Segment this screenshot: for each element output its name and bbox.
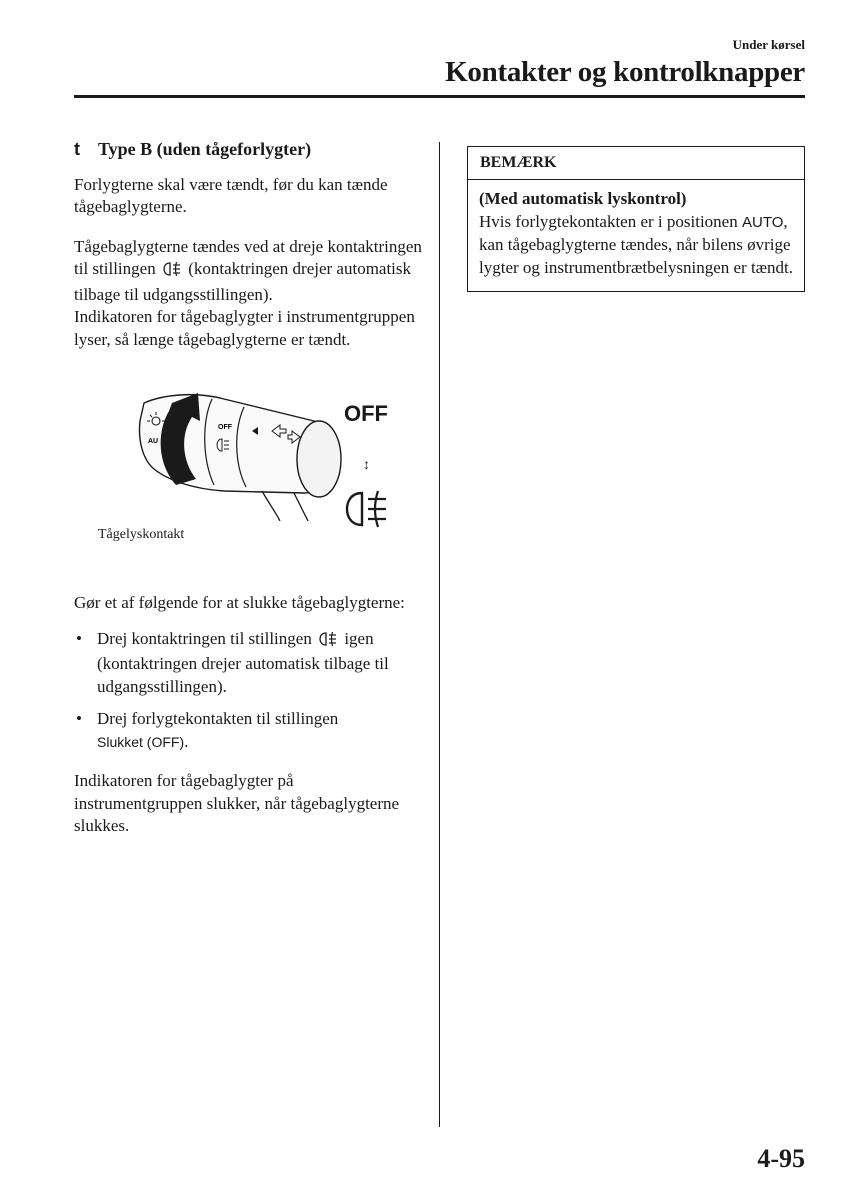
rear-fog-light-icon [162,261,182,284]
instruction-text-cont: (kontaktringen drejer automatisk tilbage til udgangsstillingen). [74,259,412,304]
closing-paragraph: Indikatoren for tågebaglygter på instrumentgruppen slukker, når tågebaglygterne slukkes. [74,771,400,835]
fog-switch-illustration [114,381,354,521]
list-item [74,628,424,699]
intro-paragraph: Forlygterne skal være tændt, før du kan tænde tågebaglygterne. [74,174,388,216]
bullet-text: Drej forlygtekontakten til stillingen [97,709,339,728]
note-heading: BEMÆRK [468,147,804,180]
auto-mark: AU [148,438,159,445]
rear-fog-light-icon-large [344,489,390,536]
left-column [74,138,424,855]
fog-switch-figure [74,381,424,551]
off-position-label: Slukket (OFF) [97,733,185,750]
section-heading [74,138,424,161]
off-mark: OFF [218,424,232,431]
indicator-paragraph: Indikatoren for tågebaglygter i instrumentgruppen lyser, så længe tågebaglygterne er tændt. [74,307,415,349]
off-instructions-paragraph: Gør et af følgende for at slukke tågebaglygterne: [74,593,405,612]
note-box [467,146,805,292]
off-label: OFF [344,401,388,426]
bullet-dot: • [76,709,82,728]
bullet-dot: • [76,628,82,648]
page-title: Kontakter og kontrolknapper [445,56,805,88]
header-rule [74,95,805,98]
bullet-text: Drej kontaktringen til stillingen [97,628,312,648]
column-divider [439,142,440,1127]
chapter-label: Under kørsel [732,37,805,52]
section-marker: t [74,139,80,159]
note-subheading: (Med automatisk lyskontrol) [479,189,687,208]
bullet-period: . [184,731,189,751]
note-text: Hvis forlygtekontakten er i positionen [479,211,738,231]
instruction-paragraph [74,236,424,307]
section-heading-text: Type B (uden tågeforlygter) [98,139,312,159]
auto-position-label: AUTO [741,213,784,231]
list-item [74,708,424,753]
up-down-arrow-icon: ↕ [363,456,370,472]
figure-caption: Tågelyskontakt [98,527,185,542]
bullet-text-cont: igen (kontaktringen drejer automatisk tilbage til udgangsstillingen). [97,628,389,696]
instruction-text: Tågebaglygterne tændes ved at dreje kontaktringen til stillingen [74,236,422,278]
bullet-list [74,628,424,754]
note-text-cont: , kan tågebaglygterne tændes, når bilens øvrige lygter og instrumentbrætbelysningen er tændt. [479,211,793,277]
note-body [468,180,804,291]
page-number: 4-95 [757,1144,805,1173]
rear-fog-light-icon [318,631,338,654]
